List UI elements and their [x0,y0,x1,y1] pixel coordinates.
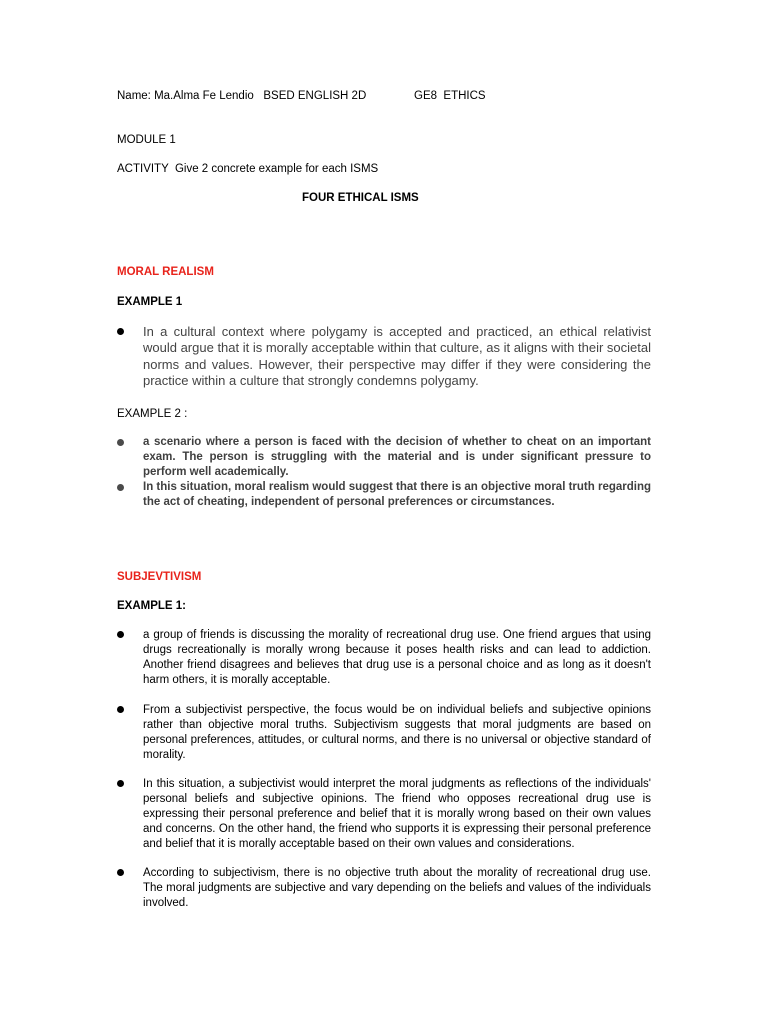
example1-label: EXAMPLE 1: [117,600,187,612]
course-label: GE8 ETHICS [414,90,486,102]
list-item: a scenario where a person is faced with the decision of whether to cheat on an important exam. The person is struggling with the material and is under significant pressure to perform well academically. [143,436,651,478]
list-item: In this situation, a subjectivist would interpret the moral judgments as reflections of the individuals' personal beliefs and subjective opinions. The friend who opposes recreational drug use is expressing their personal preference and belief that it is morally wrong based on their own values and concerns. On the other hand, the friend who supports it is expressing their personal preference and belief that it is morally acceptable based on their own values and considerations. [143,778,651,850]
bullet-dot [117,328,124,335]
example1-label: EXAMPLE 1 [117,296,183,308]
bullet-dot [117,484,124,491]
list-item: From a subjectivist perspective, the focus would be on individual beliefs and subjective opinions rather than objective moral truths. Subjectivism suggests that moral judgments are based on personal preferences, attitudes, or cultural norms, and there is no universal or objective standard of morality. [143,704,651,761]
bullet-dot [117,439,124,446]
name-line: Name: Ma.Alma Fe Lendio BSED ENGLISH 2D [117,90,367,102]
bullet-dot [117,780,124,787]
section-heading-moral-realism: MORAL REALISM [117,266,214,278]
list-item: a group of friends is discussing the morality of recreational drug use. One friend argues that using drugs recreationally is morally wrong because it poses health risks and can lead to addiction. Another friend disagrees and believes that drug use is a personal choice and as long as it doesn't harm others, it is morally acceptable. [143,629,651,686]
activity-label: ACTIVITY Give 2 concrete example for each ISMS [117,163,379,175]
list-item: In this situation, moral realism would suggest that there is an objective moral truth regarding the act of cheating, independent of personal preferences or circumstances. [143,481,652,508]
page-title: FOUR ETHICAL ISMS [302,192,419,204]
list-item: According to subjectivism, there is no objective truth about the morality of recreational drug use. The moral judgments are subjective and vary depending on the beliefs and values of the individuals involved. [143,867,651,909]
bullet-dot [117,631,124,638]
list-item: In a cultural context where polygamy is accepted and practiced, an ethical relativist would argue that it is morally acceptable within that culture, as it aligns with their societal norms and values. However, their perspective may differ if they were considering the practice within a culture that strongly condemns polygamy. [143,324,651,389]
section-heading-subjectivism: SUBJEVTIVISM [117,571,202,583]
bullet-dot [117,869,124,876]
example2-label: EXAMPLE 2 : [117,408,188,420]
module-label: MODULE 1 [117,134,176,146]
bullet-dot [117,706,124,713]
